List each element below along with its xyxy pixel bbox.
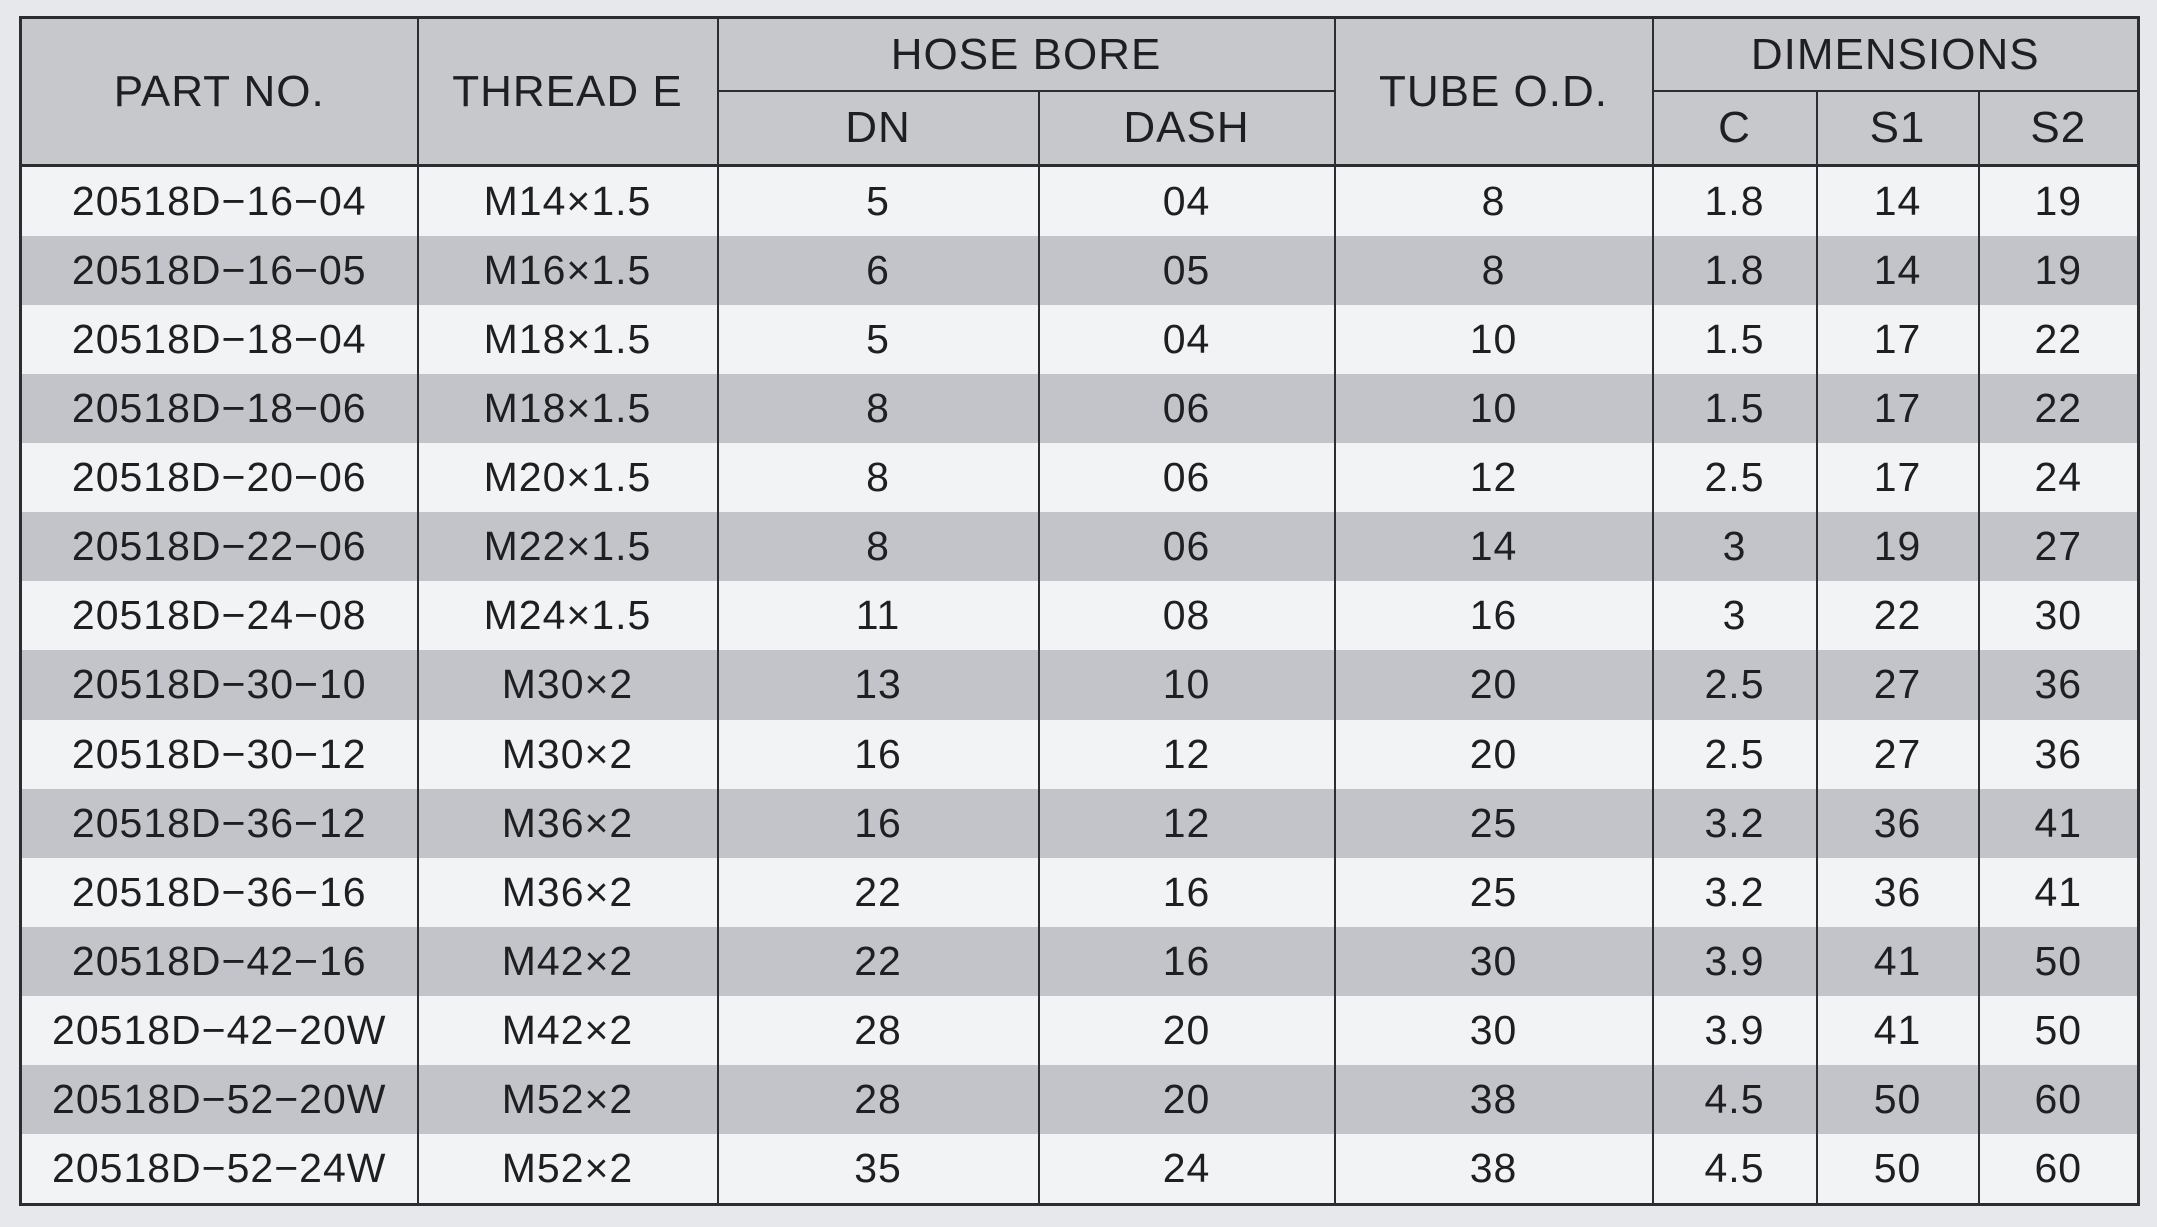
cell-thread: M52×2 [418,1134,718,1205]
cell-c: 3 [1653,512,1817,581]
cell-tube-od: 20 [1335,720,1653,789]
cell-tube-od: 38 [1335,1065,1653,1134]
cell-s1: 19 [1817,512,1979,581]
table-row [21,927,2139,996]
cell-s1: 17 [1817,305,1979,374]
cell-part-no: 20518D−36−12 [21,789,418,858]
table-row [21,720,2139,789]
cell-thread: M20×1.5 [418,443,718,512]
cell-s1: 17 [1817,374,1979,443]
cell-part-no: 20518D−30−10 [21,650,418,719]
cell-dn: 28 [718,1065,1039,1134]
cell-thread: M14×1.5 [418,166,718,237]
table-row [21,166,2139,237]
header-dn: DN [718,91,1039,166]
cell-c: 3.9 [1653,927,1817,996]
cell-s1: 50 [1817,1065,1979,1134]
cell-dn: 22 [718,858,1039,927]
table-header [21,18,2139,166]
cell-thread: M22×1.5 [418,512,718,581]
cell-thread: M18×1.5 [418,374,718,443]
table-row [21,650,2139,719]
cell-dash: 04 [1039,166,1335,237]
cell-dash: 20 [1039,996,1335,1065]
cell-dn: 11 [718,581,1039,650]
cell-part-no: 20518D−52−20W [21,1065,418,1134]
header-part-no: PART NO. [21,18,418,166]
cell-dn: 5 [718,305,1039,374]
table-body [21,166,2139,1205]
cell-c: 2.5 [1653,650,1817,719]
cell-dash: 10 [1039,650,1335,719]
cell-c: 3.2 [1653,789,1817,858]
cell-part-no: 20518D−18−06 [21,374,418,443]
cell-tube-od: 12 [1335,443,1653,512]
cell-s2: 36 [1979,720,2139,789]
cell-s1: 27 [1817,650,1979,719]
cell-tube-od: 16 [1335,581,1653,650]
cell-s2: 22 [1979,305,2139,374]
cell-s2: 41 [1979,789,2139,858]
cell-dash: 08 [1039,581,1335,650]
cell-dash: 16 [1039,858,1335,927]
cell-dn: 16 [718,720,1039,789]
cell-dash: 06 [1039,512,1335,581]
cell-s2: 41 [1979,858,2139,927]
header-dash: DASH [1039,91,1335,166]
cell-part-no: 20518D−42−20W [21,996,418,1065]
cell-thread: M42×2 [418,996,718,1065]
cell-dn: 13 [718,650,1039,719]
cell-c: 1.8 [1653,166,1817,237]
cell-s2: 50 [1979,927,2139,996]
cell-tube-od: 30 [1335,927,1653,996]
cell-c: 1.5 [1653,305,1817,374]
cell-thread: M30×2 [418,650,718,719]
cell-s2: 24 [1979,443,2139,512]
table-row [21,1065,2139,1134]
cell-thread: M36×2 [418,789,718,858]
table-row [21,789,2139,858]
cell-dash: 12 [1039,789,1335,858]
table-row [21,512,2139,581]
cell-thread: M52×2 [418,1065,718,1134]
cell-part-no: 20518D−18−04 [21,305,418,374]
cell-part-no: 20518D−30−12 [21,720,418,789]
cell-part-no: 20518D−24−08 [21,581,418,650]
table-row [21,996,2139,1065]
table-row [21,305,2139,374]
cell-part-no: 20518D−42−16 [21,927,418,996]
cell-s1: 14 [1817,166,1979,237]
cell-dn: 8 [718,512,1039,581]
cell-thread: M42×2 [418,927,718,996]
cell-c: 1.8 [1653,236,1817,305]
cell-c: 3.9 [1653,996,1817,1065]
cell-dash: 04 [1039,305,1335,374]
cell-c: 2.5 [1653,443,1817,512]
cell-thread: M18×1.5 [418,305,718,374]
cell-part-no: 20518D−16−05 [21,236,418,305]
cell-c: 3.2 [1653,858,1817,927]
cell-thread: M16×1.5 [418,236,718,305]
cell-tube-od: 14 [1335,512,1653,581]
fitting-spec-table [19,16,2140,1206]
cell-s1: 36 [1817,789,1979,858]
cell-s2: 50 [1979,996,2139,1065]
cell-s2: 19 [1979,236,2139,305]
table-row [21,858,2139,927]
cell-dn: 8 [718,443,1039,512]
cell-c: 3 [1653,581,1817,650]
cell-s2: 19 [1979,166,2139,237]
cell-s2: 60 [1979,1134,2139,1205]
cell-dash: 06 [1039,374,1335,443]
cell-dash: 24 [1039,1134,1335,1205]
cell-s1: 17 [1817,443,1979,512]
cell-dn: 35 [718,1134,1039,1205]
cell-dash: 05 [1039,236,1335,305]
cell-dn: 22 [718,927,1039,996]
cell-tube-od: 25 [1335,789,1653,858]
table-row [21,374,2139,443]
cell-s2: 22 [1979,374,2139,443]
cell-dn: 16 [718,789,1039,858]
table-row [21,1134,2139,1205]
table-row [21,581,2139,650]
cell-dn: 6 [718,236,1039,305]
cell-tube-od: 8 [1335,236,1653,305]
cell-part-no: 20518D−36−16 [21,858,418,927]
cell-s2: 60 [1979,1065,2139,1134]
cell-dash: 16 [1039,927,1335,996]
cell-dash: 12 [1039,720,1335,789]
cell-dash: 06 [1039,443,1335,512]
header-s2: S2 [1979,91,2139,166]
cell-tube-od: 20 [1335,650,1653,719]
cell-tube-od: 25 [1335,858,1653,927]
cell-tube-od: 10 [1335,374,1653,443]
cell-tube-od: 10 [1335,305,1653,374]
cell-c: 4.5 [1653,1065,1817,1134]
cell-s1: 27 [1817,720,1979,789]
cell-c: 1.5 [1653,374,1817,443]
cell-part-no: 20518D−20−06 [21,443,418,512]
cell-tube-od: 8 [1335,166,1653,237]
cell-dn: 28 [718,996,1039,1065]
cell-thread: M30×2 [418,720,718,789]
table-row [21,443,2139,512]
cell-c: 2.5 [1653,720,1817,789]
table-row [21,236,2139,305]
cell-s1: 41 [1817,996,1979,1065]
cell-part-no: 20518D−52−24W [21,1134,418,1205]
cell-tube-od: 30 [1335,996,1653,1065]
header-thread-e: THREAD E [418,18,718,166]
header-dimensions: DIMENSIONS [1653,18,2139,92]
cell-s2: 30 [1979,581,2139,650]
cell-thread: M24×1.5 [418,581,718,650]
header-hose-bore: HOSE BORE [718,18,1335,92]
cell-s2: 36 [1979,650,2139,719]
cell-part-no: 20518D−22−06 [21,512,418,581]
cell-s1: 50 [1817,1134,1979,1205]
header-c: C [1653,91,1817,166]
cell-s1: 41 [1817,927,1979,996]
cell-s2: 27 [1979,512,2139,581]
cell-dash: 20 [1039,1065,1335,1134]
cell-s1: 36 [1817,858,1979,927]
cell-s1: 22 [1817,581,1979,650]
cell-tube-od: 38 [1335,1134,1653,1205]
header-s1: S1 [1817,91,1979,166]
cell-dn: 8 [718,374,1039,443]
cell-thread: M36×2 [418,858,718,927]
cell-s1: 14 [1817,236,1979,305]
cell-part-no: 20518D−16−04 [21,166,418,237]
header-tube-od: TUBE O.D. [1335,18,1653,166]
cell-c: 4.5 [1653,1134,1817,1205]
cell-dn: 5 [718,166,1039,237]
